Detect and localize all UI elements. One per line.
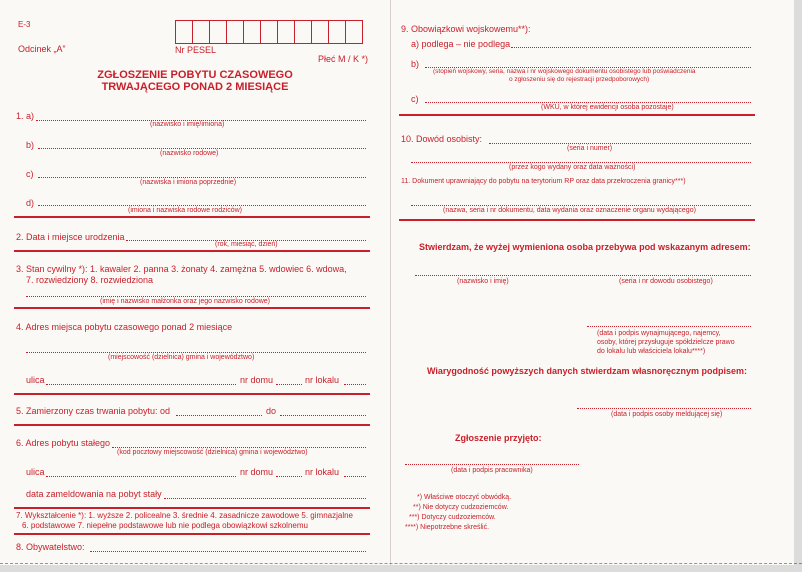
hint-seria: (seria i nr dowodu osobistego) [619, 278, 713, 285]
divider [14, 393, 370, 395]
pesel-boxes[interactable] [175, 20, 362, 44]
footnote-1: *) Właściwe otoczyć obwódką. [417, 494, 512, 501]
zgloszenie-heading: Zgłoszenie przyjęto: [455, 433, 542, 443]
hint-6: (kod pocztowy miejscowość (dzielnica) gmina i województwo) [117, 449, 308, 456]
section-3-line2[interactable]: 7. rozwiedziony 8. rozwiedziona [26, 275, 154, 285]
od-field[interactable] [176, 415, 262, 416]
hint-1b: (nazwisko rodowe) [160, 150, 219, 157]
hint-wynajm-1: (data i podpis wynajmującego, najemcy, [597, 330, 721, 337]
hint-wynajm-2: osoby, której przysługuje spółdzielcze prawo [597, 339, 735, 346]
section-11-label: 11. Dokument uprawniający do pobytu na terytorium RP oraz data przekroczenia granicy***) [401, 178, 686, 185]
section-4-label: 4. Adres miejsca pobytu czasowego ponad 2 miesiące [16, 322, 233, 332]
field-10-line[interactable] [489, 143, 751, 144]
field-4-line[interactable] [26, 352, 366, 353]
wynajmujacy-signature-line[interactable] [587, 326, 751, 327]
divider [14, 533, 370, 535]
section-9a-option[interactable]: a) podlega – nie podlega [411, 39, 511, 49]
stwierdzam-heading: Stwierdzam, że wyżej wymieniona osoba przebywa pod wskazanym adresem: [419, 242, 751, 252]
divider [14, 507, 370, 509]
section-9b-label: b) [411, 59, 420, 69]
pesel-digit-box[interactable] [328, 20, 346, 44]
do-field[interactable] [280, 415, 366, 416]
section-9c-label: c) [411, 94, 419, 104]
pesel-digit-box[interactable] [260, 20, 278, 44]
divider [399, 114, 755, 116]
divider [14, 307, 370, 309]
ulica-label-2: ulica [26, 467, 45, 477]
pesel-digit-box[interactable] [192, 20, 210, 44]
nr-lokalu-label: nr lokalu [305, 375, 340, 385]
do-label: do [266, 406, 277, 416]
data-zameldowania-label: data zameldowania na pobyt stały [26, 489, 162, 499]
hint-9b-1: (stopień wojskowy, seria, nazwa i nr wojskowego dokumentu osobistego lub poświadczenia [433, 68, 696, 75]
divider [14, 216, 370, 218]
field-1d-line[interactable] [38, 205, 366, 206]
wiarygodnosc-heading: Wiarygodność powyższych danych stwierdzam własnoręcznym podpisem: [427, 366, 747, 376]
pesel-digit-box[interactable] [175, 20, 193, 44]
field-9a-line[interactable] [511, 47, 751, 48]
section-7-line1[interactable]: 7. Wykształcenie *): 1. wyższe 2. policealne 3. średnie 4. zasadnicze zawodowe 5. gimnazjalne [16, 511, 353, 520]
nr-lokalu-field-2[interactable] [344, 476, 366, 477]
footnote-2: **) Nie dotyczy cudzoziemców. [413, 504, 509, 511]
form-title-line2: TRWAJĄCEGO PONAD 2 MIESIĄCE [101, 81, 289, 93]
section-6-label: 6. Adres pobytu stałego [16, 438, 111, 448]
stwierdzam-line[interactable] [415, 275, 751, 276]
section-1a-label: 1. a) [16, 111, 35, 121]
form-code: E-3 [18, 20, 31, 29]
pesel-label: Nr PESEL [175, 45, 217, 55]
divider [14, 250, 370, 252]
pracownik-signature-line[interactable] [405, 464, 579, 465]
page-fold-edge [0, 563, 802, 566]
pesel-digit-box[interactable] [311, 20, 329, 44]
section-9-label: 9. Obowiązkowi wojskowemu**): [401, 24, 531, 34]
hint-1c: (nazwiska i imiona poprzednie) [140, 179, 237, 186]
nr-domu-field-2[interactable] [276, 476, 302, 477]
hint-1d: (imiona i nazwiska rodowe rodziców) [128, 207, 242, 214]
nr-lokalu-field[interactable] [344, 384, 366, 385]
hint-wynajm-3: do lokalu lub właściciela lokalu****) [597, 348, 706, 355]
ulica-field-2[interactable] [46, 476, 236, 477]
section-10-label: 10. Dowód osobisty: [401, 134, 483, 144]
footnote-4: ****) Niepotrzebne skreślić. [405, 524, 490, 531]
data-zameldowania-field[interactable] [164, 498, 366, 499]
hint-10-1: (seria i numer) [567, 145, 613, 152]
divider [399, 219, 755, 221]
section-1b-label: b) [26, 140, 35, 150]
footnote-3: ***) Dotyczy cudzoziemców. [409, 514, 496, 521]
hint-1a: (nazwisko i imię/imiona) [150, 121, 225, 128]
section-1c-label: c) [26, 169, 34, 179]
section-2-label: 2. Data i miejsce urodzenia [16, 232, 125, 242]
ulica-field[interactable] [46, 384, 236, 385]
left-page [0, 0, 390, 565]
pesel-digit-box[interactable] [345, 20, 363, 44]
field-6-line[interactable] [112, 447, 366, 448]
gender-field[interactable]: Płeć M / K *) [318, 54, 369, 64]
pesel-digit-box[interactable] [277, 20, 295, 44]
field-3-line[interactable] [26, 296, 366, 297]
field-9c-line[interactable] [425, 102, 751, 103]
hint-2: (rok, miesiąc, dzień) [215, 241, 278, 248]
nr-domu-field[interactable] [276, 384, 302, 385]
pesel-digit-box[interactable] [226, 20, 244, 44]
nr-domu-label: nr domu [240, 375, 274, 385]
odcinek-label: Odcinek „A” [18, 44, 66, 54]
divider [14, 424, 370, 426]
hint-pracownik: (data i podpis pracownika) [451, 467, 533, 474]
hint-3: (imię i nazwisko małżonka oraz jego nazwisko rodowe) [100, 298, 271, 305]
meldujacy-signature-line[interactable] [577, 408, 751, 409]
field-1b-line[interactable] [38, 148, 366, 149]
field-1c-line[interactable] [38, 177, 366, 178]
section-1d-label: d) [26, 198, 35, 208]
section-7-line2[interactable]: 6. podstawowe 7. niepełne podstawowe lub nie podlega obowiązkowi szkolnemu [22, 521, 308, 530]
hint-9b-2: o zgłoszeniu się do rejestracji przedpoborowych) [509, 76, 650, 83]
hint-imie: (nazwisko i imię) [457, 278, 509, 285]
ulica-label: ulica [26, 375, 45, 385]
od-label: od [160, 406, 171, 416]
nr-domu-label-2: nr domu [240, 467, 274, 477]
hint-9c: (WKU, w której ewidencji osoba pozostaje) [541, 104, 674, 111]
pesel-digit-box[interactable] [209, 20, 227, 44]
section-8-label: 8. Obywatelstwo: [16, 542, 85, 552]
nr-lokalu-label-2: nr lokalu [305, 467, 340, 477]
field-11-line[interactable] [411, 205, 751, 206]
form-title-line1: ZGŁOSZENIE POBYTU CZASOWEGO [97, 69, 293, 81]
hint-11: (nazwa, seria i nr dokumentu, data wydania oraz oznaczenie organu wydającego) [443, 207, 696, 214]
right-page [390, 0, 794, 565]
pesel-digit-box[interactable] [243, 20, 261, 44]
section-3-line1[interactable]: 3. Stan cywilny *): 1. kawaler 2. panna 3. żonaty 4. zamężna 5. wdowiec 6. wdowa, [16, 264, 347, 274]
section-5-label: 5. Zamierzony czas trwania pobytu: [16, 406, 158, 416]
hint-10-2: (przez kogo wydany oraz data ważności) [509, 164, 636, 171]
field-8-line[interactable] [90, 551, 366, 552]
hint-meldujacy: (data i podpis osoby meldującej się) [611, 411, 723, 418]
hint-4: (miejscowość (dzielnica) gmina i województwo) [108, 354, 255, 361]
field-10b-line[interactable] [411, 162, 751, 163]
pesel-digit-box[interactable] [294, 20, 312, 44]
